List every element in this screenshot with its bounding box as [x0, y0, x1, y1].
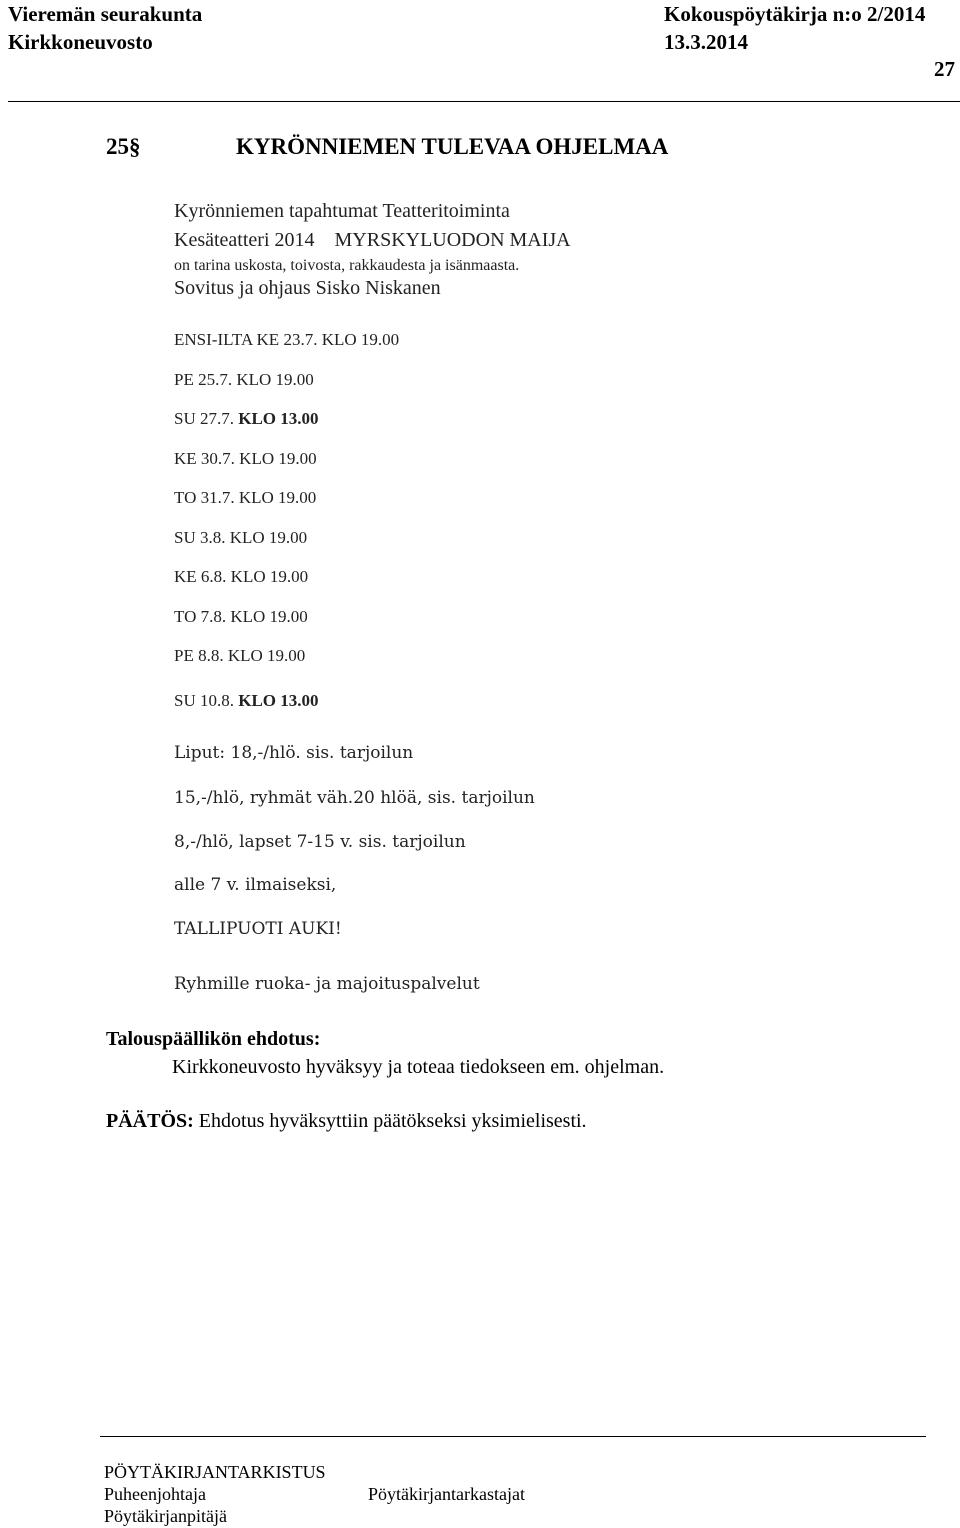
performance-item: TO 31.7. KLO 19.00	[174, 488, 317, 507]
performance-item: SU 10.8. KLO 13.00	[174, 691, 319, 710]
performance-item: ENSI-ILTA KE 23.7. KLO 19.00	[174, 330, 400, 349]
header-divider	[8, 101, 960, 102]
ticket-line-6: Ryhmille ruoka- ja majoituspalvelut	[174, 974, 480, 994]
signature-heading: PÖYTÄKIRJANTARKISTUS	[104, 1462, 326, 1482]
performance-item: SU 27.7. KLO 13.00	[174, 409, 319, 428]
ticket-line-1: Liput: 18,-/hlö. sis. tarjoilun	[174, 743, 414, 763]
performance-item: PE 25.7. KLO 19.00	[174, 370, 314, 389]
performance-item: KE 6.8. KLO 19.00	[174, 567, 309, 586]
signature-secretary: Pöytäkirjanpitäjä	[104, 1506, 227, 1526]
decision-text: Ehdotus hyväksyttiin päätökseksi yksimielisesti.	[193, 1110, 587, 1132]
ticket-line-4: alle 7 v. ilmaiseksi,	[174, 875, 337, 895]
performance-item: PE 8.8. KLO 19.00	[174, 646, 306, 665]
header-date: 13.3.2014	[664, 30, 748, 54]
performance-item: KE 30.7. KLO 19.00	[174, 449, 317, 468]
ticket-line-3: 8,-/hlö, lapset 7-15 v. sis. tarjoilun	[174, 832, 466, 852]
signature-chair: Puheenjohtaja	[104, 1484, 206, 1504]
ticket-line-5: TALLIPUOTI AUKI!	[174, 919, 342, 939]
page-number: 27	[934, 57, 955, 81]
section-title: KYRÖNNIEMEN TULEVAA OHJELMAA	[236, 134, 669, 159]
header-org: Vieremän seurakunta	[8, 2, 203, 26]
header-body: Kirkkoneuvosto	[8, 30, 153, 54]
intro-line-2: Kesäteatteri 2014 MYRSKYLUODON MAIJA	[174, 229, 571, 251]
header-doc-number: Kokouspöytäkirja n:o 2/2014	[664, 2, 926, 26]
intro-line-1: Kyrönniemen tapahtumat Teatteritoiminta	[174, 200, 510, 222]
decision-line	[106, 1109, 587, 1133]
signature-divider	[100, 1436, 926, 1437]
proposal-text: Kirkkoneuvosto hyväksyy ja toteaa tiedokseen em. ohjelman.	[172, 1056, 665, 1078]
performance-item: TO 7.8. KLO 19.00	[174, 607, 308, 626]
decision-label: PÄÄTÖS:	[106, 1110, 194, 1132]
intro-line-4: Sovitus ja ohjaus Sisko Niskanen	[174, 277, 441, 299]
intro-line-3: on tarina uskosta, toivosta, rakkaudesta ja isänmaasta.	[174, 257, 520, 274]
ticket-line-2: 15,-/hlö, ryhmät väh.20 hlöä, sis. tarjoilun	[174, 788, 535, 808]
section-number: 25§	[106, 134, 141, 159]
proposal-label: Talouspäällikön ehdotus:	[106, 1028, 321, 1050]
signature-checkers: Pöytäkirjantarkastajat	[368, 1484, 525, 1504]
performance-item: SU 3.8. KLO 19.00	[174, 528, 308, 547]
